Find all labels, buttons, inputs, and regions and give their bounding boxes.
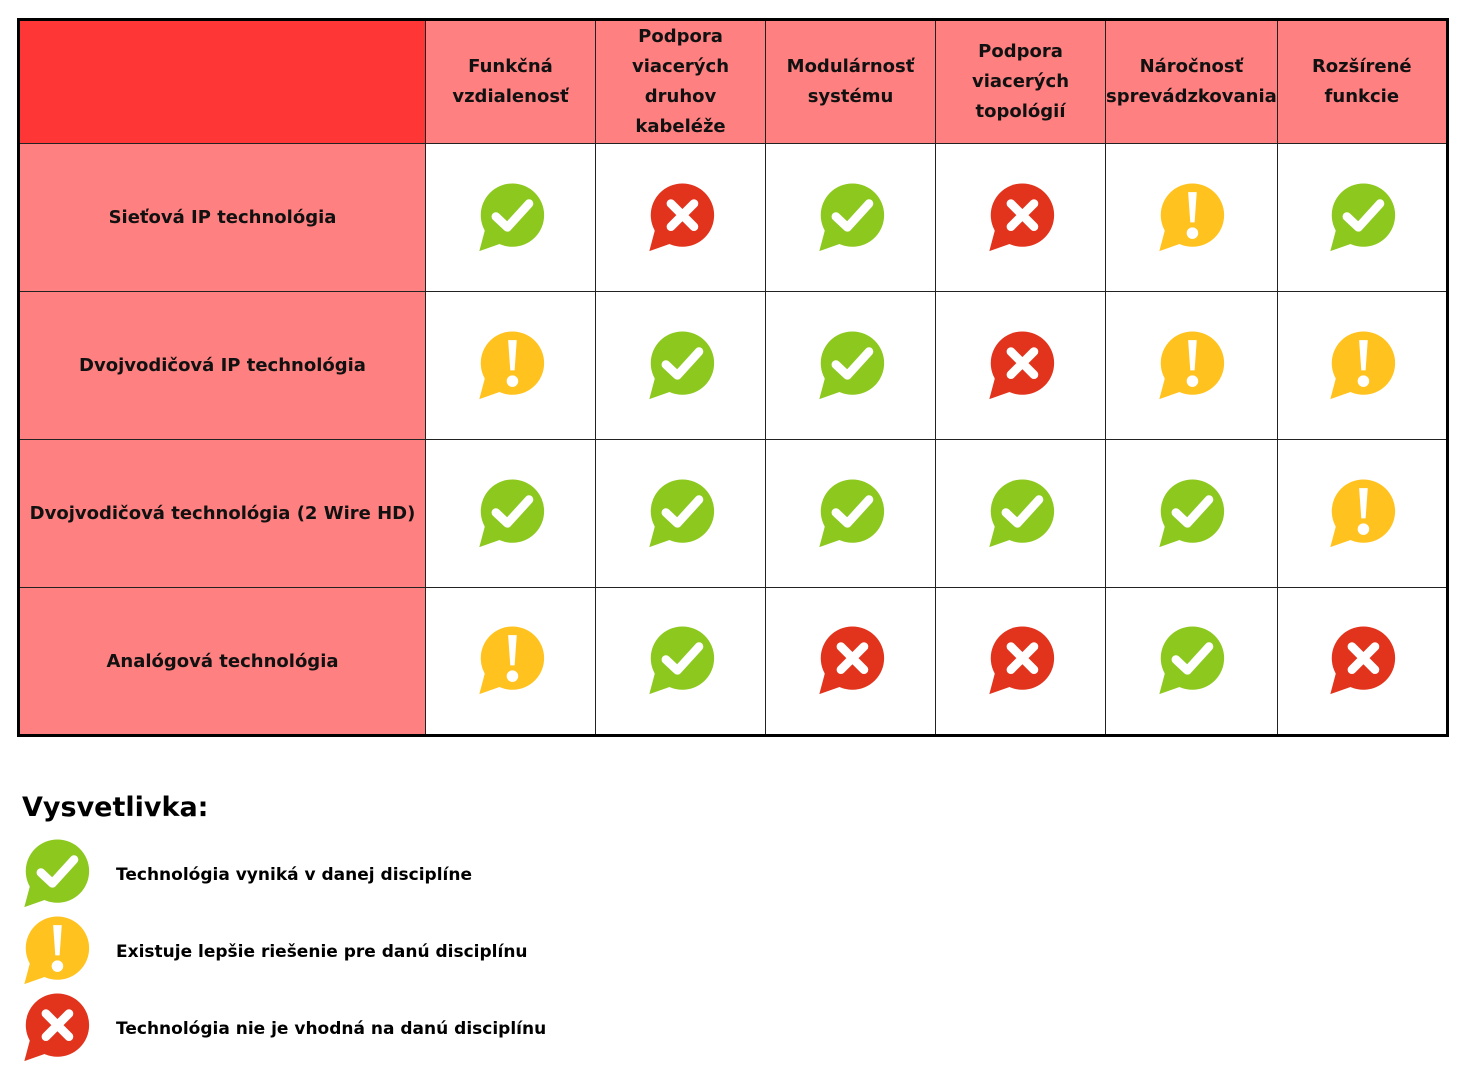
comparison-table bbox=[17, 18, 1449, 737]
rating-cell bbox=[1277, 144, 1447, 292]
column-header bbox=[1106, 20, 1278, 144]
table-body bbox=[19, 144, 1448, 736]
rating-cell bbox=[1106, 440, 1278, 588]
column-header-line: vzdialenosť bbox=[452, 86, 569, 107]
table-row bbox=[19, 292, 1448, 440]
cross-icon bbox=[20, 992, 92, 1064]
rating-cell bbox=[936, 144, 1106, 292]
column-header-line: systému bbox=[807, 86, 894, 107]
column-header-line: viacerých bbox=[631, 56, 730, 77]
check-icon bbox=[475, 478, 547, 550]
legend-label: Existuje lepšie riešenie pre danú disciplínu bbox=[116, 942, 528, 962]
warning-icon bbox=[1155, 330, 1227, 402]
rating-cell bbox=[596, 588, 766, 736]
check-icon bbox=[815, 182, 887, 254]
warning-icon bbox=[1155, 182, 1227, 254]
cross-icon bbox=[985, 330, 1057, 402]
row-label: Dvojvodičová IP technológia bbox=[19, 292, 426, 440]
check-icon bbox=[1326, 182, 1398, 254]
rating-cell bbox=[1277, 440, 1447, 588]
warning-icon bbox=[1326, 330, 1398, 402]
rating-cell bbox=[766, 144, 936, 292]
header-row bbox=[19, 20, 1448, 144]
cross-icon bbox=[1326, 625, 1398, 697]
column-header-line: funkcie bbox=[1324, 86, 1400, 107]
table-row bbox=[19, 588, 1448, 736]
column-header-line: kabeléže bbox=[635, 116, 726, 137]
cross-icon bbox=[985, 625, 1057, 697]
rating-cell bbox=[426, 292, 596, 440]
column-header-line: Rozšírené bbox=[1311, 56, 1412, 77]
rating-cell bbox=[936, 292, 1106, 440]
check-icon bbox=[1155, 625, 1227, 697]
cross-icon bbox=[645, 182, 717, 254]
warning-icon bbox=[1326, 478, 1398, 550]
rating-cell bbox=[936, 440, 1106, 588]
check-icon bbox=[20, 838, 92, 910]
legend-title: Vysvetlivka: bbox=[22, 792, 209, 823]
row-label: Analógová technológia bbox=[19, 588, 426, 736]
rating-cell bbox=[1277, 588, 1447, 736]
check-icon bbox=[645, 625, 717, 697]
column-header bbox=[936, 20, 1106, 144]
cross-icon bbox=[815, 625, 887, 697]
check-icon bbox=[985, 478, 1057, 550]
column-header-line: Podpora bbox=[978, 41, 1063, 62]
column-header-line: topológií bbox=[975, 101, 1066, 122]
column-header bbox=[766, 20, 936, 144]
column-header-line: druhov bbox=[644, 86, 717, 107]
check-icon bbox=[645, 478, 717, 550]
column-header-line: Náročnosť bbox=[1139, 56, 1244, 77]
rating-cell bbox=[596, 440, 766, 588]
header-corner bbox=[19, 20, 426, 144]
column-header-line: Funkčná bbox=[468, 56, 553, 77]
legend-item bbox=[20, 915, 720, 991]
check-icon bbox=[475, 182, 547, 254]
column-header-line: viacerých bbox=[971, 71, 1070, 92]
rating-cell bbox=[426, 588, 596, 736]
rating-cell bbox=[426, 440, 596, 588]
rating-cell bbox=[596, 292, 766, 440]
check-icon bbox=[815, 330, 887, 402]
column-header-line: sprevádzkovania bbox=[1106, 86, 1277, 107]
cross-icon bbox=[985, 182, 1057, 254]
check-icon bbox=[815, 478, 887, 550]
rating-cell bbox=[766, 292, 936, 440]
legend-label: Technológia nie je vhodná na danú disciplínu bbox=[116, 1019, 547, 1039]
rating-cell bbox=[426, 144, 596, 292]
legend-item bbox=[20, 838, 720, 914]
check-icon bbox=[1155, 478, 1227, 550]
rating-cell bbox=[766, 440, 936, 588]
table-row bbox=[19, 144, 1448, 292]
column-header-line: Podpora bbox=[638, 26, 723, 47]
rating-cell bbox=[596, 144, 766, 292]
rating-cell bbox=[936, 588, 1106, 736]
column-header bbox=[426, 20, 596, 144]
rating-cell bbox=[1106, 588, 1278, 736]
rating-cell bbox=[1277, 292, 1447, 440]
check-icon bbox=[645, 330, 717, 402]
warning-icon bbox=[475, 330, 547, 402]
legend-item bbox=[20, 992, 720, 1068]
row-label: Sieťová IP technológia bbox=[19, 144, 426, 292]
table-row bbox=[19, 440, 1448, 588]
legend-label: Technológia vyniká v danej disciplíne bbox=[116, 865, 473, 885]
rating-cell bbox=[1106, 292, 1278, 440]
column-header bbox=[1277, 20, 1447, 144]
column-header-line: Modulárnosť bbox=[786, 56, 915, 77]
warning-icon bbox=[475, 625, 547, 697]
rating-cell bbox=[1106, 144, 1278, 292]
row-label: Dvojvodičová technológia (2 Wire HD) bbox=[19, 440, 426, 588]
rating-cell bbox=[766, 588, 936, 736]
column-header bbox=[596, 20, 766, 144]
warning-icon bbox=[20, 915, 92, 987]
